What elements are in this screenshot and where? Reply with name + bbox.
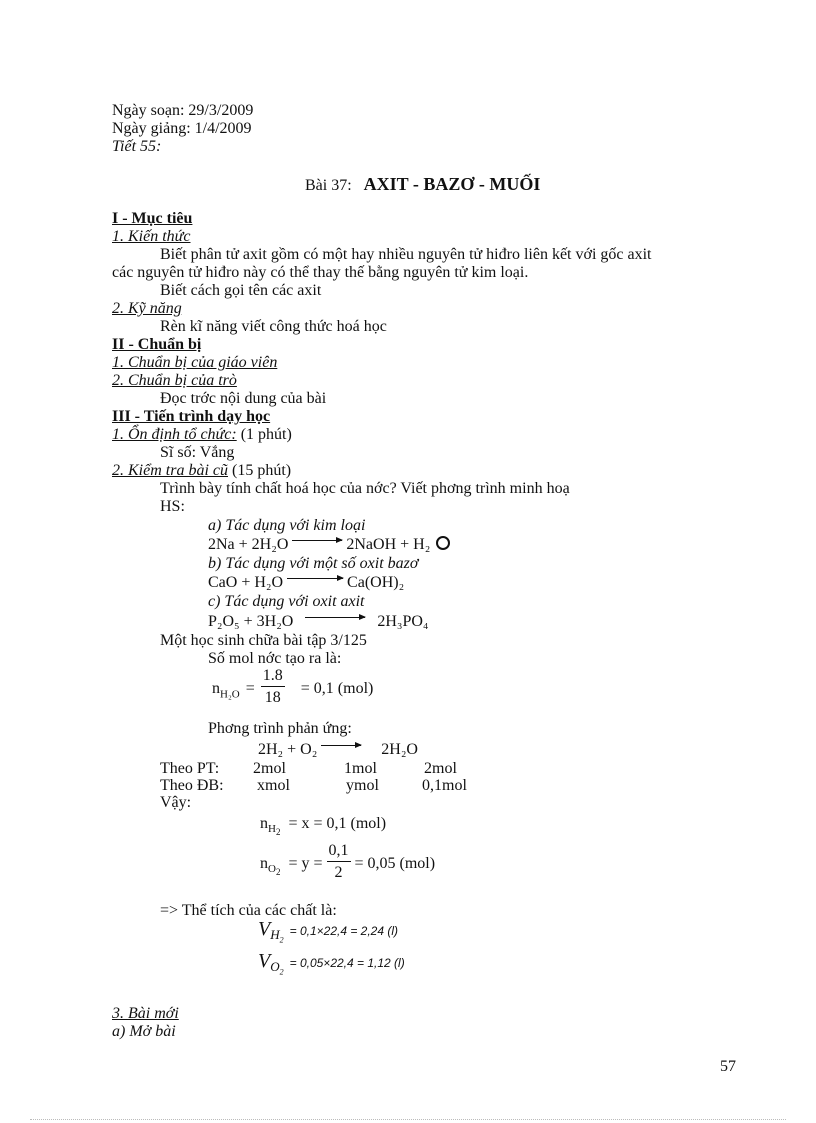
theo-pt-value-1: 2mol xyxy=(253,760,286,777)
n-o2-equation-end: = 0,05 (mol) xyxy=(354,855,436,873)
review-line xyxy=(112,462,291,479)
theo-pt-value-3: 2mol xyxy=(424,760,457,777)
knowledge-line-1: Biết phân tử axit gồm có một hay nhiều nguyên tử hiđro liên kết với gốc axit xyxy=(160,246,652,263)
fraction xyxy=(261,666,285,709)
exercise-line: Một học sinh chữa bài tập 3/125 xyxy=(160,632,367,649)
period-label: Tiết 55: xyxy=(112,138,162,155)
knowledge-line-3: Biết cách gọi tên các axit xyxy=(160,282,322,299)
theo-db-value-3: 0,1mol xyxy=(422,777,467,794)
n-o2-equation-start: = y = xyxy=(288,855,323,873)
equation-a xyxy=(208,536,450,553)
equation-a-left: 2Na + 2H₂O xyxy=(208,536,289,553)
theo-pt-value-2: 1mol xyxy=(344,760,377,777)
teacher-prep-label: 1. Chuẩn bị của giáo viên xyxy=(112,354,278,371)
reaction-arrow-icon xyxy=(287,578,343,579)
page-footer-divider xyxy=(30,1119,786,1120)
therefore-label: Vậy: xyxy=(160,794,192,811)
student-prep-text: Đọc trớc nội dung của bài xyxy=(160,390,327,407)
reaction-a-label: a) Tác dụng với kim loại xyxy=(208,517,366,534)
n-h2-formula: $n_{H_2} = x = 0,1$ (mol) xyxy=(260,815,387,838)
reaction-c-label: c) Tác dụng với oxit axit xyxy=(208,593,365,610)
equation-a-right: 2NaOH + H₂ xyxy=(346,536,431,553)
v-h2-equation: = 0,1×22,4 = 2,24 (l) xyxy=(289,924,399,938)
fraction-denominator: 2 xyxy=(334,864,343,881)
fraction-numerator: 0,1 xyxy=(327,841,351,862)
date-prepared: Ngày soạn: 29/3/2009 xyxy=(112,102,254,119)
n-symbol: n xyxy=(212,680,220,698)
fraction-numerator: 1.8 xyxy=(261,666,285,687)
v-o2-equation: = 0,05×22,4 = 1,12 (l) xyxy=(289,956,405,970)
reaction-equation-text: Phơng trình phản ứng: xyxy=(208,720,352,737)
review-question: Trình bày tính chất hoá học của nớc? Viết phơng trình minh hoạ xyxy=(160,480,570,497)
reaction-b-label: b) Tác dụng với một số oxit bazơ xyxy=(208,555,419,572)
equation-b-left: CaO + H₂O xyxy=(208,574,284,591)
fraction xyxy=(327,841,351,884)
section-preparation-heading: II - Chuẩn bị xyxy=(112,336,202,353)
equation-b-right: Ca(OH)₂ xyxy=(347,574,405,591)
v-o2-formula: $V_{O_2} = 0,05\times 22,4 = 1,12$ (l) xyxy=(258,950,405,977)
equation-c xyxy=(208,613,429,630)
section-objectives-heading: I - Mục tiêu xyxy=(112,210,193,227)
reaction-arrow-icon xyxy=(305,617,365,618)
hs-label: HS: xyxy=(160,498,185,515)
v-h2-formula: $V_{H_2} = 0,1\times 22,4 = 2,24$ (l) xyxy=(258,918,399,945)
fraction-denominator: 18 xyxy=(264,689,281,706)
theo-db-label: Theo ĐB: xyxy=(160,777,224,794)
review-time: (15 phút) xyxy=(228,462,292,479)
student-prep-label: 2. Chuẩn bị của trò xyxy=(112,372,237,389)
theo-db-value-2: ymol xyxy=(346,777,379,794)
organization-time: (1 phút) xyxy=(236,426,292,443)
theo-pt-label: Theo PT: xyxy=(160,760,220,777)
review-label: 2. Kiểm tra bài cũ xyxy=(112,462,228,479)
intro-label: a) Mở bài xyxy=(112,1023,176,1040)
attendance-line: Sĩ số: Vắng xyxy=(160,444,235,461)
skill-label: 2. Kỹ năng xyxy=(112,300,182,317)
skill-text: Rèn kĩ năng viết công thức hoá học xyxy=(160,318,387,335)
knowledge-label: 1. Kiến thức xyxy=(112,228,191,245)
equation-c-right: 2H₃PO₄ xyxy=(377,613,429,630)
organization-label: 1. Ổn định tổ chức: xyxy=(112,426,237,443)
n-h2o-formula: $n_{H_2O}$ = $\frac{1.8}{18}$ = 0,1 (mol) xyxy=(212,668,373,711)
theo-db-value-1: xmol xyxy=(257,777,290,794)
n-o2-formula: $n_{O_2} = y$ = $\frac{0,1}{2}$ = 0,05 (mol) xyxy=(260,843,435,886)
moles-line: Số mol nớc tạo ra là: xyxy=(208,650,342,667)
page-number: 57 xyxy=(720,1058,736,1075)
reaction-arrow-icon xyxy=(321,745,361,746)
section-procedure-heading: III - Tiến trình dạy học xyxy=(112,408,271,425)
reaction-left: 2H₂ + O₂ xyxy=(258,741,318,758)
lesson-name: AXIT - BAZƠ - MUỐI xyxy=(363,174,541,194)
n-h2o-result: = 0,1 (mol) xyxy=(300,680,374,698)
reaction-arrow-icon xyxy=(292,540,342,541)
organization-line xyxy=(112,426,292,443)
equation-b xyxy=(208,574,404,591)
knowledge-line-2: các nguyên tử hiđro này có thể thay thế bằng nguyên tử kim loại. xyxy=(112,264,529,281)
equation-c-left: P₂O₅ + 3H₂O xyxy=(208,613,294,630)
reaction-right: 2H₂O xyxy=(381,741,418,758)
n-subscript: H₂O xyxy=(220,688,240,701)
reaction-equation xyxy=(258,741,418,758)
volume-line: => Thể tích của các chất là: xyxy=(160,902,337,919)
lesson-title xyxy=(305,176,540,194)
lesson-number: Bài 37: xyxy=(305,177,352,194)
n-h2-equation: = x = 0,1 (mol) xyxy=(288,815,387,832)
date-taught: Ngày giảng: 1/4/2009 xyxy=(112,120,252,137)
new-lesson-label: 3. Bài mới xyxy=(112,1005,179,1022)
gas-up-icon xyxy=(436,536,450,550)
